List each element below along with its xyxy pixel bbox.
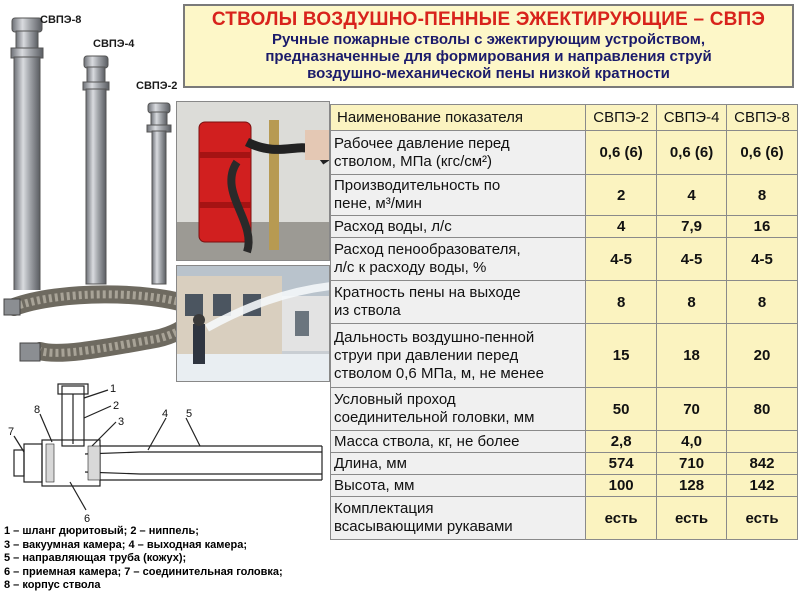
row-value-svpe8: есть [727,497,798,540]
row-label-line: струи при давлении перед [334,346,519,364]
row-value-svpe2: 4-5 [586,238,657,281]
legend-line-5: 8 – корпус ствола [4,579,101,591]
row-label [331,388,586,431]
foam-tank-photo [176,101,330,261]
row-value-svpe2: 2 [586,175,657,216]
row-label [331,216,586,238]
table-row [331,388,798,431]
row-label [331,281,586,324]
header-svpe8: СВПЭ-8 [727,105,798,131]
row-value-svpe4: есть [657,497,727,540]
row-value-svpe4: 4 [657,175,727,216]
label-svpe8: СВПЭ-8 [40,14,82,26]
row-value-svpe4: 70 [657,388,727,431]
callout-7: 7 [8,426,15,438]
callout-6: 6 [84,513,91,525]
firefighter-spraying-photo [176,265,330,382]
row-value-svpe8: 20 [727,324,798,388]
legend-line-1: 1 – шланг дюритовый; 2 – ниппель; [4,525,199,537]
row-label-line: Масса ствола, кг, не более [334,432,520,450]
row-value-svpe4: 8 [657,281,727,324]
table-row [331,324,798,388]
row-label-line: пене, м³/мин [334,195,422,212]
table-row [331,453,798,475]
page-title: СТВОЛЫ ВОЗДУШНО-ПЕННЫЕ ЭЖЕКТИРУЮЩИЕ – СВПЭ [211,9,766,30]
row-label-line: Комплектация [334,500,434,517]
header-parameter: Наименование показателя [331,105,586,131]
row-label [331,497,586,540]
row-label-line: Производительность по [334,177,501,194]
row-label-line: всасывающими рукавами [334,518,513,535]
table-row [331,497,798,540]
header-svpe2: СВПЭ-2 [586,105,657,131]
row-value-svpe8: 16 [727,216,798,238]
row-value-svpe8: 8 [727,175,798,216]
row-label [331,175,586,216]
table-row [331,175,798,216]
table-row [331,431,798,453]
row-label [331,475,586,497]
row-label [331,324,586,388]
subtitle-line-2: предназначенные для формирования и направления струй [265,48,712,65]
row-label-line: Длина, мм [334,454,407,472]
row-label [331,453,586,475]
specifications-table [330,104,798,540]
row-label [331,238,586,281]
callout-4: 4 [162,408,169,420]
row-label-line: Условный проход [334,391,456,408]
row-value-svpe4: 0,6 (6) [657,131,727,175]
nozzle-svpe8-image [11,18,43,290]
row-value-svpe4: 4-5 [657,238,727,281]
callout-1: 1 [110,383,117,395]
row-label-line: Высота, мм [334,476,415,494]
nozzle-svpe2-image [147,103,171,284]
table-header-row [331,105,798,131]
label-svpe2: СВПЭ-2 [136,80,178,92]
label-svpe4: СВПЭ-4 [93,38,135,50]
row-value-svpe2: 2,8 [586,431,657,453]
row-label-line: Дальность воздушно-пенной [334,328,535,346]
nozzles-illustration [0,0,180,290]
row-value-svpe4: 18 [657,324,727,388]
callout-5: 5 [186,408,193,420]
row-value-svpe4: 128 [657,475,727,497]
table-row [331,475,798,497]
nozzle-section-diagram [0,380,328,525]
header-banner [183,4,794,88]
row-value-svpe8: 80 [727,388,798,431]
nozzle-svpe4-image [83,56,109,284]
row-value-svpe2: 4 [586,216,657,238]
row-value-svpe2: 574 [586,453,657,475]
table-row [331,131,798,175]
row-label-line: Кратность пены на выходе [334,284,521,301]
row-label-line: Рабочее давление перед [334,134,510,152]
row-value-svpe2: 8 [586,281,657,324]
row-label-line: стволом 0,6 МПа, м, не менее [334,364,544,382]
row-value-svpe8: 142 [727,475,798,497]
legend-line-3: 5 – направляющая труба (кожух); [4,552,187,564]
table-row [331,238,798,281]
table-row [331,216,798,238]
callout-3: 3 [118,416,125,428]
row-value-svpe8 [727,431,798,453]
row-value-svpe2: 100 [586,475,657,497]
row-value-svpe4: 4,0 [657,431,727,453]
subtitle-line-1: Ручные пожарные стволы с эжектирующим устройством, [271,31,706,48]
callout-2: 2 [113,400,120,412]
row-value-svpe4: 710 [657,453,727,475]
row-label-line: из ствола [334,302,401,319]
callout-8: 8 [34,404,41,416]
row-label-line: Расход пенообразователя, [334,241,521,258]
row-value-svpe8: 4-5 [727,238,798,281]
row-value-svpe8: 842 [727,453,798,475]
row-value-svpe4: 7,9 [657,216,727,238]
row-value-svpe2: 50 [586,388,657,431]
header-svpe4: СВПЭ-4 [657,105,727,131]
row-label-line: Расход воды, л/с [334,217,452,235]
row-label [331,431,586,453]
row-value-svpe8: 8 [727,281,798,324]
row-value-svpe2: 15 [586,324,657,388]
row-label [331,131,586,175]
diagram-legend [4,525,334,593]
legend-line-4: 6 – приемная камера; 7 – соединительная головка; [4,565,283,578]
row-label-line: стволом, МПа (кгс/см²) [334,152,493,170]
row-value-svpe8: 0,6 (6) [727,131,798,175]
row-value-svpe2: есть [586,497,657,540]
row-value-svpe2: 0,6 (6) [586,131,657,175]
subtitle-line-3: воздушно-механической пены низкой кратности [307,65,670,82]
row-label-line: л/с к расходу воды, % [334,259,487,276]
row-label-line: соединительной головки, мм [334,409,535,426]
table-row [331,281,798,324]
legend-line-2: 3 – вакуумная камера; 4 – выходная камера; [4,538,248,551]
